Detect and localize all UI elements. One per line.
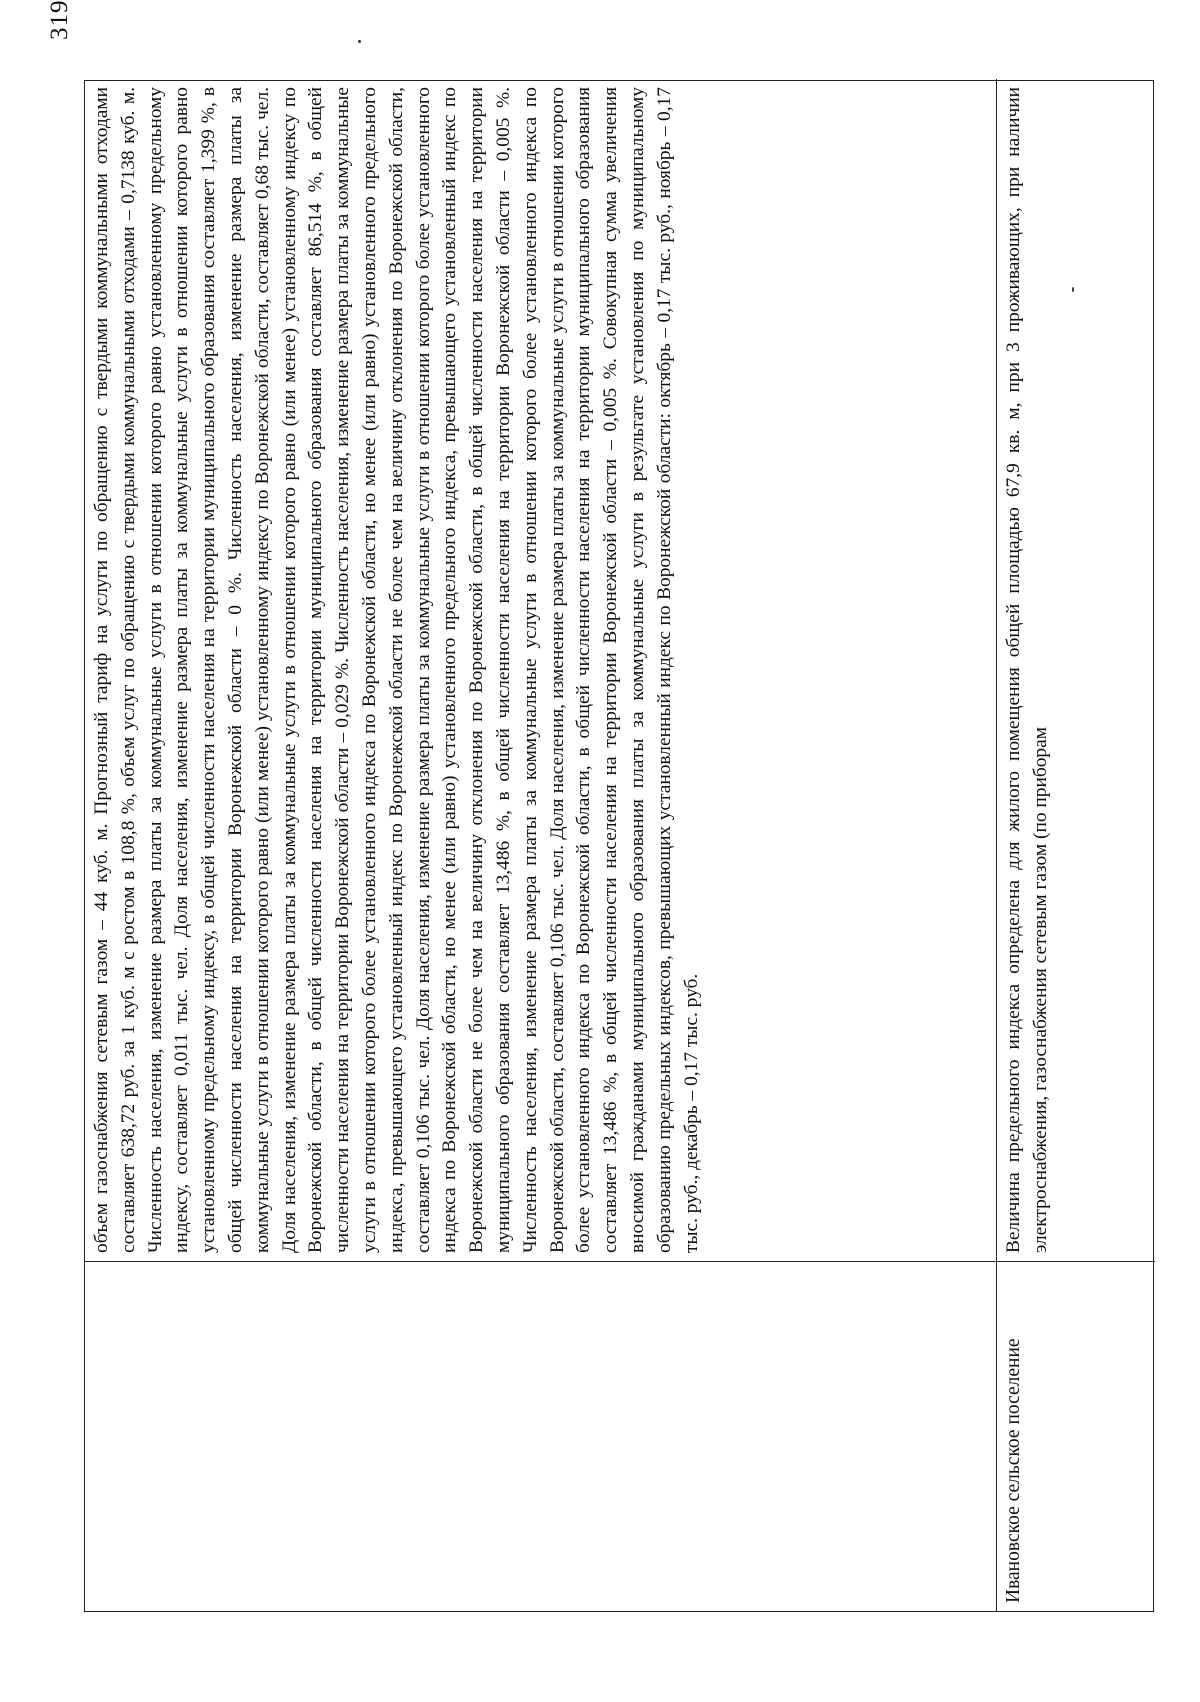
table-cell-description: Величина предельного индекса определена для жилого помещения общей площадью 67,9 кв. м, при 3 проживающих, при наличии электроснабжения, газоснабжения сетевым газом (по приборам (1003, 87, 1051, 1253)
table-cell-description: объем газоснабжения сетевым газом – 44 куб. м. Прогнозный тариф на услуги по обращению с твердыми коммунальными отходами составляет 638,72 руб. за 1 куб. м с ростом в 108,8 %, объем услуг по обращению с твердыми коммунальными отходами – 0,7138 куб. м. Численность населения, изменение размера платы за коммунальные услуги в отношении которого равно установленному предельному индексу, составляет 0,011 тыс. чел. Доля населения, изменение размера платы за коммунальные услуги в отношении которого равно установленному предельному индексу, в общей численности населения на территории муниципального образования составляет 1,399 %, в общей численности населения на территории Воронежской области – 0 %. Численность населения, изменение размера платы за коммунальные услуги в отношении которого равно (или менее) установленному индексу по Воронежской области, составляет 0,68 тыс. чел. Доля населения, изменение размера платы за коммунальные услуги в отношении которого равно (или менее) установленному индексу по Воронежской области, в общей численности населения на территории муниципального образования составляет 86,514 %, в общей численности населения на территории Воронежской области – 0,029 %. Численность населения, изменение размера платы за коммунальные услуги в отношении которого более установленного индекса по Воронежской области, но менее (или равно) установленного предельного индекса, превышающего установленный индекс по Воронежской области не более чем на величину отклонения по Воронежской области, составляет 0,106 тыс. чел. Доля населения, изменение размера платы за коммунальные услуги в отношении которого более установленного индекса по Воронежской области, но менее (или равно) установленного предельного индекса, превышающего установленный индекс по Воронежской области не более чем на величину отклонения по Воронежской области, в общей численности населения на территории муниципального образования составляет 13,486 %, в общей численности населения на территории Воронежской области – 0,005 %. Численность населения, изменение размера платы за коммунальные услуги в отношении которого более установленного индекса по Воронежской области, составляет 0,106 тыс. чел. Доля населения, изменение размера платы за коммунальные услуги в отношении которого более установленного индекса по Воронежской области, в общей численности населения на территории муниципального образования составляет 13,486 %, в общей численности населения на территории Воронежской области – 0,005 %. Совокупная сумма увеличения вносимой гражданами муниципального образования платы за коммунальные услуги в результате установления по муниципальному образованию предельных индексов, превышающих установленный индекс по Воронежской области: октябрь – 0,17 тыс. руб., ноябрь – 0,17 тыс. руб., декабрь – 0,17 тыс. руб. (85, 79, 997, 1261)
scan-speck (1072, 287, 1074, 292)
scan-speck (358, 40, 361, 43)
table-cell-settlement (85, 1261, 997, 1611)
document-table (84, 80, 1154, 1612)
page-number: 319 (46, 0, 73, 40)
table-cell-settlement: Ивановское сельское поселение (997, 1261, 1155, 1611)
